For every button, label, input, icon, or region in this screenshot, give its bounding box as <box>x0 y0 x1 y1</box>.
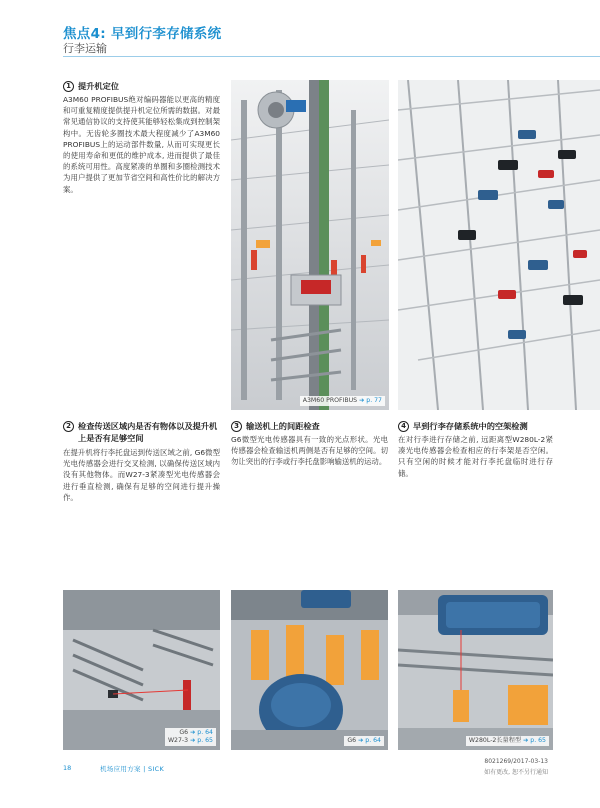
a3m60-page-link[interactable]: ➔ p. 77 <box>359 397 382 404</box>
conveyor-illustration <box>231 590 388 750</box>
w280-caption <box>466 736 549 746</box>
empty-shelf-illustration <box>398 590 553 750</box>
page-number: 18 <box>63 764 72 772</box>
header-divider <box>63 56 600 57</box>
g6-conveyor-caption <box>344 736 384 746</box>
g6-conveyor-label: G6 <box>347 737 357 744</box>
section-2-title: 检查传送区域内是否有物体以及提升机上是否有足够空间 <box>78 421 218 443</box>
change-notice: 如有更改, 恕不另行通知 <box>484 769 548 776</box>
section-1-number: 1 <box>63 81 74 92</box>
section-2-number: 2 <box>63 421 74 432</box>
w280-page-link[interactable]: ➔ p. 65 <box>523 737 546 744</box>
section-3-heading <box>231 420 391 432</box>
document-code: 8021269/2017-03-13 <box>484 758 548 765</box>
empty-shelf-photo <box>398 590 553 750</box>
conveyor-photo <box>231 590 388 750</box>
w280-caption-label: W280L-2长量程型 <box>468 737 522 744</box>
page-title: 焦点4: 早到行李存储系统 <box>63 26 222 42</box>
transfer-area-illustration <box>63 590 220 750</box>
hoist-photo <box>231 80 389 410</box>
section-4-heading <box>398 420 558 432</box>
a3m60-caption <box>300 396 385 406</box>
section-4-body: 在对行李进行存储之前, 远距离型W280L-2紧凑光电传感器会检查相应的行李架是否空闲。只有空闲的时候才能对行李托盘临时进行存储。 <box>398 435 553 478</box>
hoist-illustration <box>231 80 389 410</box>
g6-conveyor-page-link[interactable]: ➔ p. 64 <box>358 737 381 744</box>
transfer-area-photo <box>63 590 220 750</box>
section-2-body: 在提升机将行李托盘运到传送区域之前, G6微型光电传感器会进行交叉检测, 以确保传送区域内没有其他物体。而W27-3紧凑型光电传感器会进行垂直检测, 确保有足够的空间进行提升操作。 <box>63 448 220 502</box>
section-1-title: 提升机定位 <box>78 81 119 91</box>
g6-caption-label: G6 <box>179 729 189 736</box>
g6-w27-caption <box>165 728 216 746</box>
section-4-number: 4 <box>398 421 409 432</box>
section-3-body: G6微型光电传感器具有一致的光点形状。光电传感器会检查输送机两侧是否有足够的空间。切勿让突出的行李或行李托盘影响输送机的运动。 <box>231 435 388 467</box>
g6-page-link[interactable]: ➔ p. 64 <box>190 729 213 736</box>
w27-caption-label: W27-3 <box>167 737 189 744</box>
section-1-body: A3M60 PROFIBUS绝对编码器能以更高的精度和可重复精度提供提升机定位所需的数据。对最常见通信协议的支持使其能够轻松集成到控制架构中。无齿轮多圈技术最大程度减少了A3M60 PROFIBUS上的运动部件数量, 从而可实现更长的使用寿命和更低的维护成本, 进而提供了最佳的系统可用性。高度紧凑的单圈和多圈检测技术为用户提供了更加节省空间和高性价比的解决方案。 <box>63 95 220 194</box>
footer-title: 机场应用方案 | SICK <box>100 765 165 773</box>
section-1-heading <box>63 80 223 92</box>
section-3-number: 3 <box>231 421 242 432</box>
a3m60-caption-label: A3M60 PROFIBUS <box>302 397 358 404</box>
w27-page-link[interactable]: ➔ p. 65 <box>190 737 213 744</box>
storage-racks-illustration <box>398 80 600 410</box>
page-subtitle: 行李运输 <box>63 42 107 55</box>
section-3-title: 输送机上的间距检查 <box>246 421 320 431</box>
storage-racks-photo <box>398 80 600 410</box>
section-2-heading <box>63 420 223 444</box>
section-4-title: 早到行李存储系统中的空架检测 <box>413 421 528 431</box>
